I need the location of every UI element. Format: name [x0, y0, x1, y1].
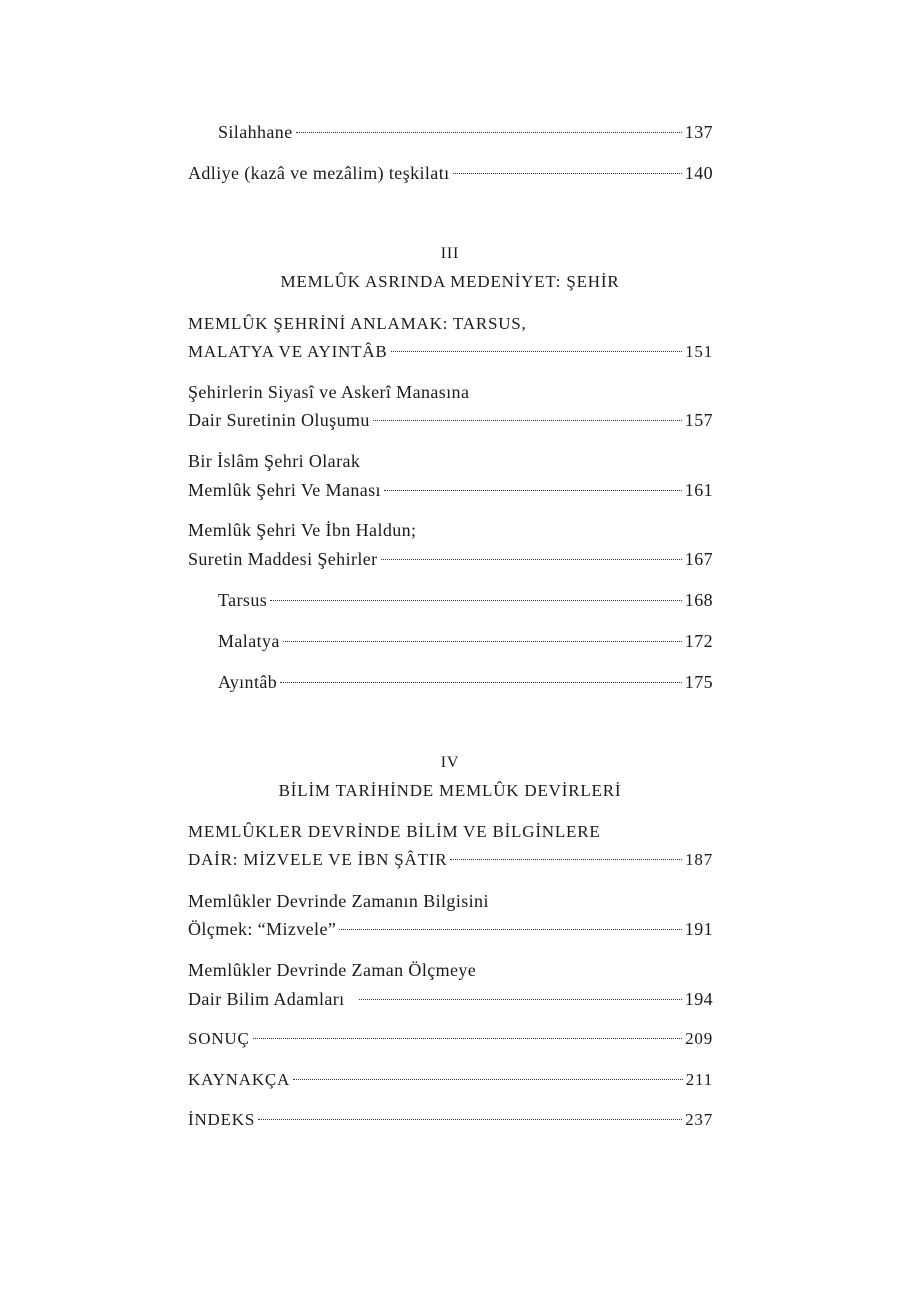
- toc-entry-title-line1: Memlûkler Devrinde Zamanın Bilgisini: [188, 891, 489, 911]
- toc-entry-kaynakca: [188, 1068, 713, 1092]
- toc-page-number: 187: [685, 850, 713, 869]
- toc-entry-title-line2: Dair Bilim Adamları: [188, 989, 345, 1009]
- toc-entry-sonuc: [188, 1027, 713, 1051]
- section-title: MEMLÛK ASRINDA MEDENİYET: ŞEHİR: [280, 272, 620, 291]
- toc-page-number: 237: [685, 1110, 713, 1129]
- toc-entry-silahhane: [218, 120, 713, 144]
- leader-dots: [258, 1119, 682, 1120]
- toc-entry-title: İNDEKS: [188, 1110, 256, 1129]
- toc-page-number: 191: [684, 919, 713, 939]
- toc-entry: [188, 340, 713, 364]
- leader-dots: [280, 682, 682, 683]
- section-number: III: [440, 245, 460, 262]
- toc-entry-title-line2: Dair Suretinin Oluşumu: [188, 410, 370, 430]
- leader-dots: [253, 1038, 682, 1039]
- toc-page-number: 209: [685, 1029, 713, 1048]
- toc-page-number: 137: [684, 122, 713, 142]
- toc-entry-title: Ayıntâb: [218, 672, 278, 692]
- leader-dots: [296, 132, 682, 133]
- toc-entry-title-line1: Memlûk Şehri Ve İbn Haldun;: [188, 520, 417, 540]
- toc-page-number: 151: [685, 342, 713, 361]
- toc-entry-adliye: [188, 161, 713, 185]
- toc-entry-title-line2: MALATYA VE AYINTÂB: [188, 342, 388, 361]
- leader-dots: [359, 999, 682, 1000]
- leader-dots: [384, 490, 682, 491]
- section-number: IV: [440, 754, 460, 771]
- toc-page-number: 172: [684, 631, 713, 651]
- toc-subentry: [218, 629, 713, 653]
- toc-page-number: 140: [684, 163, 713, 183]
- toc-entry-title-line2: Ölçmek: “Mizvele”: [188, 919, 337, 939]
- toc-subentry: [218, 588, 713, 612]
- toc-entry-title-line1: Memlûkler Devrinde Zaman Ölçmeye: [188, 960, 477, 980]
- leader-dots: [339, 929, 682, 930]
- toc-page-number: 157: [684, 410, 713, 430]
- toc-entry: [188, 478, 713, 502]
- toc-page-number: 161: [684, 480, 713, 500]
- toc-entry: [188, 408, 713, 432]
- section-title: BİLİM TARİHİNDE MEMLÛK DEVİRLERİ: [278, 781, 622, 800]
- leader-dots: [453, 173, 682, 174]
- toc-entry-title-line2: Suretin Maddesi Şehirler: [188, 549, 378, 569]
- leader-dots: [450, 859, 682, 860]
- toc-entry-title: Silahhane: [218, 122, 293, 142]
- leader-dots: [283, 641, 682, 642]
- toc-entry-title: SONUÇ: [188, 1029, 250, 1048]
- toc-page-number: 167: [684, 549, 713, 569]
- leader-dots: [373, 420, 682, 421]
- toc-entry-title: Adliye (kazâ ve mezâlim) teşkilatı: [188, 163, 450, 183]
- leader-dots: [391, 351, 683, 352]
- toc-entry-title-line1: MEMLÛK ŞEHRİNİ ANLAMAK: TARSUS,: [188, 314, 527, 333]
- toc-entry-title-line2: DAİR: MİZVELE VE İBN ŞÂTIR: [188, 850, 448, 869]
- toc-entry: [188, 917, 713, 941]
- leader-dots: [270, 600, 682, 601]
- leader-dots: [381, 559, 682, 560]
- toc-subentry: [218, 670, 713, 694]
- toc-entry: [188, 987, 713, 1011]
- toc-entry-title-line2: Memlûk Şehri Ve Manası: [188, 480, 381, 500]
- toc-entry: [188, 547, 713, 571]
- leader-dots: [293, 1079, 683, 1080]
- toc-entry-indeks: [188, 1108, 713, 1132]
- toc-entry-title-line1: Şehirlerin Siyasî ve Askerî Manasına: [188, 382, 470, 402]
- toc-entry: [188, 848, 713, 872]
- toc-page-number: 168: [684, 590, 713, 610]
- toc-entry-title: Tarsus: [218, 590, 268, 610]
- toc-page-number: 194: [684, 989, 713, 1009]
- toc-entry-title-line1: MEMLÛKLER DEVRİNDE BİLİM VE BİLGİNLERE: [188, 822, 601, 841]
- toc-page-number: 211: [685, 1070, 713, 1089]
- toc-entry-title: KAYNAKÇA: [188, 1070, 291, 1089]
- toc-entry-title-line1: Bir İslâm Şehri Olarak: [188, 451, 361, 471]
- toc-entry-title: Malatya: [218, 631, 280, 651]
- toc-page-number: 175: [684, 672, 713, 692]
